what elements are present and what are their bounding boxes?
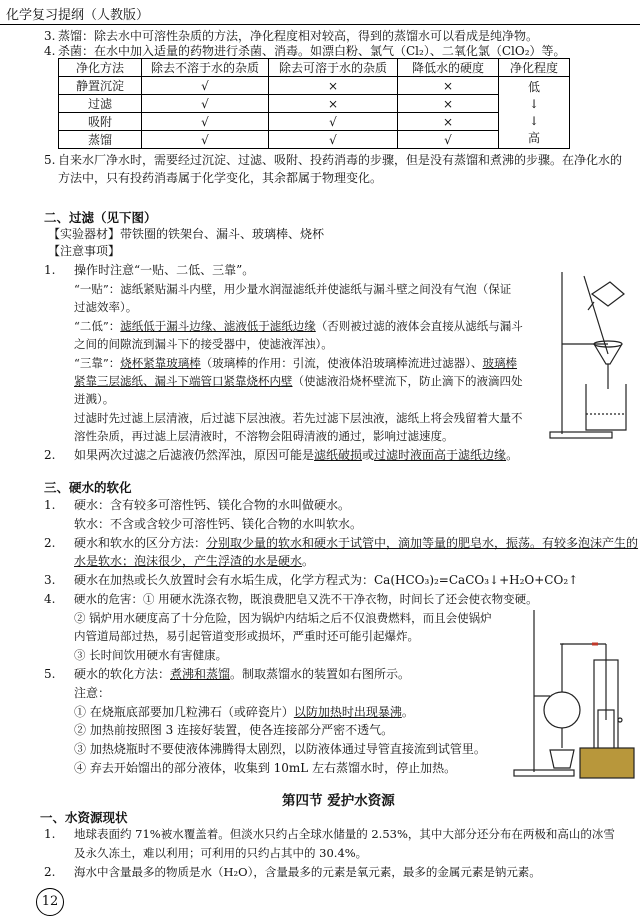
p2-end: 。: [506, 448, 519, 462]
sankao-key2: 玻璃棒: [482, 356, 518, 370]
degree-cell: [499, 77, 570, 149]
header-cell: 除去可溶于水的杂质: [269, 59, 398, 77]
hard-n2: ② 加热前按照图 3 连接好装置，使各连接部分严密不透气。: [74, 723, 394, 737]
erdi-note: （否则被过滤的液体会直接从滤纸与漏斗: [315, 319, 523, 333]
p2-or: 或: [362, 448, 375, 462]
distillation-text: 蒸馏：除去水中可溶性杂质的方法，净化程度相对较高，得到的蒸馏水可以看成是纯净物。: [58, 29, 539, 43]
sankao-note: （玻璃棒的作用：引流，使液体沿玻璃棒流进过滤器）、: [200, 356, 483, 370]
erdi-label: “二低”：: [74, 319, 121, 333]
item-number: 4.: [44, 44, 56, 58]
h2-result: 水是软水；泡沫很少，产生浮渣的水是硬水: [74, 554, 303, 568]
table-row: [59, 131, 570, 149]
n1-reason: 以防加热时出现暴沸: [293, 705, 402, 719]
n1-end: 。: [401, 705, 414, 719]
table-cell: √: [269, 113, 398, 131]
purification-table: [58, 58, 570, 149]
item-number: 3.: [44, 29, 56, 43]
n1-text: ① 在烧瓶底部要加几粒沸石（或碎瓷片）: [74, 705, 294, 719]
p2-text: 如果两次过滤之后滤液仍然浑浊，原因可能是: [74, 448, 315, 462]
filter-erdi2: 之间的间隙流到漏斗下的接受器中，使滤液浑浊）。: [74, 337, 333, 351]
water-w1: 地球表面约 71%被水覆盖着。但淡水只约占全球水储量的 2.53%，其中大部分还分布在两极和高山的冰雪: [74, 827, 615, 841]
header-cell: 净化方法: [59, 59, 142, 77]
filter-sankao3: 迸溅）。: [74, 392, 115, 406]
hard-n3: ③ 加热烧瓶时不要使液体沸腾得太剧烈，以防液体通过导管直接流到试管里。: [74, 742, 486, 756]
table-cell: √: [398, 131, 499, 149]
section4-title: 第四节 爱护水资源: [282, 793, 395, 809]
item-number: 2.: [44, 536, 56, 550]
filter-erdi: [74, 318, 523, 334]
filter-title: 二、过滤（见下图）: [44, 210, 157, 225]
erdi-key: 滤纸低于漏斗边缘、滤液低于滤纸边缘: [120, 319, 316, 333]
hard-h3: 硬水在加热或长久放置时会有水垢生成，化学方程式为：Ca(HCO₃)₂=CaCO₃↓+H₂O+CO₂↑: [74, 573, 579, 587]
filter-sankao: [74, 355, 517, 371]
h2-label: 硬水和软水的区分方法：: [74, 536, 207, 550]
hard-h4d: ③ 长时间饮用硬水有害健康。: [74, 648, 228, 662]
h5-methods: 煮沸和蒸馏: [170, 667, 231, 681]
filter-p1: 操作时注意“一贴、二低、三靠”。: [74, 263, 255, 277]
filter-sankao2: [74, 373, 523, 389]
filter-t1: 过滤时先过滤上层清液，后过滤下层浊液。若先过滤下层浊液，滤纸上将会残留着大量不: [74, 411, 523, 425]
degree-high: 高: [527, 130, 540, 145]
filtration-apparatus-illustration: [548, 264, 636, 442]
table-cell: ×: [398, 95, 499, 113]
hard-h1b: 软水：不含或含较少可溶性钙、镁化合物的水叫软水。: [74, 517, 363, 531]
header-cell: 除去不溶于水的杂质: [142, 59, 269, 77]
hard-h1: 硬水：含有较多可溶性钙、镁化合物的水叫做硬水。: [74, 498, 351, 512]
hard-h4b: ② 锅炉用水硬度高了十分危险，因为锅炉内结垢之后不仅浪费燃料，而且会使锅炉: [74, 611, 492, 625]
item-number: 4.: [44, 592, 56, 606]
item-number: 2.: [44, 865, 56, 879]
item-number: 5.: [44, 153, 56, 167]
h5-note: 。制取蒸馏水的装置如右图所示。: [230, 667, 411, 681]
header-cell: 降低水的硬度: [398, 59, 499, 77]
header-title: 化学复习提纲（人教版）: [6, 8, 150, 23]
sankao-label: “三靠”：: [74, 356, 121, 370]
table-header-row: [59, 59, 570, 77]
item-number: 5.: [44, 667, 56, 681]
hard-note-label: 注意：: [74, 686, 111, 700]
table-row: [59, 95, 570, 113]
distillation-apparatus-illustration: [510, 600, 636, 780]
h2-method: 分别取少量的软水和硬水于试管中，滴加等量的肥皂水，振荡。有较多泡沫产生的: [206, 536, 639, 550]
degree-arrow: ↓: [528, 96, 540, 111]
hard-water-title: 三、硬水的软化: [44, 480, 132, 495]
hard-h2: [74, 535, 638, 551]
table-row: [59, 113, 570, 131]
table-cell: ×: [398, 113, 499, 131]
hard-n4: ④ 弃去开始馏出的部分液体，收集到 10mL 左右蒸馏水时，停止加热。: [74, 761, 457, 775]
page-header: [0, 0, 640, 25]
water-w1b: 及永久冻土，难以利用；可利用的只约占其中的 30.4%。: [74, 846, 368, 860]
page-number: 12: [36, 888, 64, 916]
table-cell: 静置沉淀: [59, 77, 142, 95]
h5-label: 硬水的软化方法：: [74, 667, 171, 681]
sankao-key1: 烧杯紧靠玻璃棒: [120, 356, 201, 370]
item-number: 3.: [44, 573, 56, 587]
item5-line2: 方法中，只有投药消毒属于化学变化，其余都属于物理变化。: [58, 171, 383, 185]
hard-n1: [74, 704, 414, 720]
filter-t2: 溶性杂质，再过滤上层清液时，不溶物会阻碍清液的通过，影响过滤速度。: [74, 429, 454, 443]
hard-h2b: [74, 553, 314, 569]
item-number: 2.: [44, 448, 56, 462]
filter-notes-label: 【注意事项】: [48, 244, 121, 258]
hard-h4c: 内管道局部过热，易引起管道变形或损坏，严重时还可能引起爆炸。: [74, 629, 419, 643]
item5-line1: 自来水厂净水时，需要经过沉淀、过滤、吸附、投药消毒的步骤，但是没有蒸馏和煮沸的步骤。在净化水的: [58, 153, 623, 167]
sankao-key3: 紧靠三层滤纸、漏斗下端管口紧靠烧杯内壁: [74, 374, 293, 388]
filter-yitie2: 过滤效率）。: [74, 300, 138, 314]
item-number: 1.: [44, 263, 56, 277]
table-cell: ×: [398, 77, 499, 95]
table-cell: √: [142, 95, 269, 113]
sankao-note2: （使滤液沿烧杯壁流下，防止滴下的液滴四处: [292, 374, 523, 388]
filter-yitie: “一贴”：滤纸紧贴漏斗内壁，用少量水润湿滤纸并使滤纸与漏斗壁之间没有气泡（保证: [74, 282, 512, 296]
table-cell: √: [142, 113, 269, 131]
water-w2: 海水中含量最多的物质是水（H₂O），含量最多的元素是氧元素，最多的金属元素是钠元素。: [74, 865, 541, 879]
table-row: [59, 77, 570, 95]
degree-low: 低: [527, 79, 540, 94]
table-cell: 过滤: [59, 95, 142, 113]
table-cell: ×: [269, 95, 398, 113]
degree-arrow: ↓: [528, 113, 540, 128]
table-cell: √: [142, 131, 269, 149]
filter-equipment: 【实验器材】带铁圈的铁架台、漏斗、玻璃棒、烧杯: [48, 227, 325, 241]
item-number: 1.: [44, 827, 56, 841]
table-cell: 吸附: [59, 113, 142, 131]
table-cell: √: [142, 77, 269, 95]
h2-end: 。: [302, 554, 315, 568]
table-cell: √: [269, 131, 398, 149]
hard-h4: 硬水的危害：① 用硬水洗涤衣物，既浪费肥皂又洗不干净衣物，时间长了还会使衣物变硬。: [74, 592, 538, 606]
header-cell: 净化程度: [499, 59, 570, 77]
sterilization-text: 杀菌：在水中加入适量的药物进行杀菌、消毒。如漂白粉、氯气（Cl₂）、二氧化氯（ClO₂）等。: [58, 44, 566, 58]
item-number: 1.: [44, 498, 56, 512]
p2-reason1: 滤纸破损: [314, 448, 363, 462]
filter-p2: [74, 447, 518, 463]
p2-reason2: 过滤时液面高于滤纸边缘: [374, 448, 507, 462]
hard-h5: [74, 666, 410, 682]
table-cell: 蒸馏: [59, 131, 142, 149]
table-cell: ×: [269, 77, 398, 95]
water-title: 一、水资源现状: [40, 810, 128, 825]
